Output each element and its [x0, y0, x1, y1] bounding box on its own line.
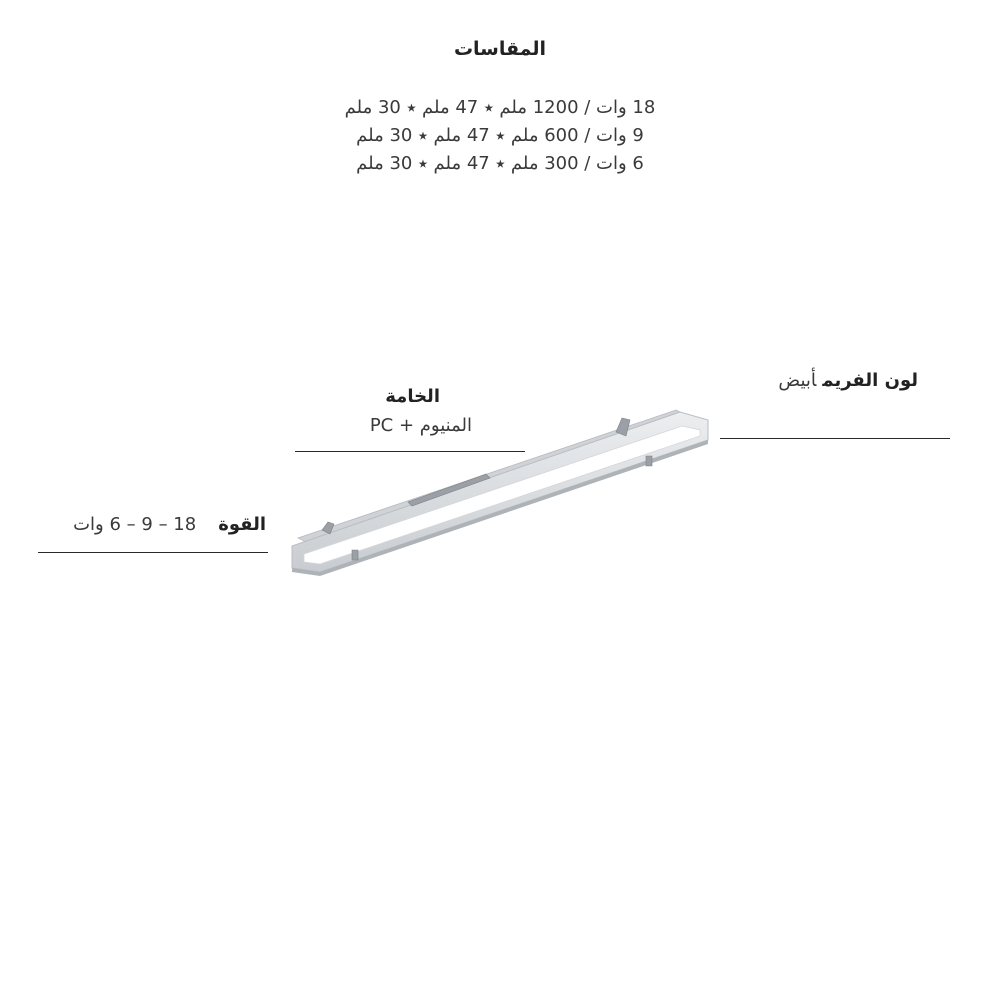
dimensions-list: [250, 94, 750, 178]
material-value: المنيوم + PC: [369, 415, 472, 436]
power-value: 18 – 9 – 6 وات: [73, 514, 197, 535]
frame-color-label: لون الفريم: [822, 370, 918, 391]
frame-color-value: أبيض: [778, 370, 817, 391]
power-spec: [30, 514, 266, 535]
dimension-line-18w: 18 وات / 1200 ملم ⭑ 47 ملم ⭑ 30 ملم: [344, 97, 656, 118]
fixture-diffuser: [304, 426, 700, 564]
power-underline: [38, 552, 268, 553]
dimension-line-6w: 6 وات / 300 ملم ⭑ 47 ملم ⭑ 30 ملم: [356, 153, 644, 174]
power-label: القوة: [218, 514, 266, 535]
frame-color-spec: [700, 370, 918, 391]
dimensions-title: المقاسات: [453, 38, 547, 60]
frame-color-underline: [720, 438, 950, 439]
dimension-line-9w: 9 وات / 600 ملم ⭑ 47 ملم ⭑ 30 ملم: [356, 125, 644, 146]
material-label: الخامة: [385, 386, 440, 407]
linear-led-recessed-light-icon: [280, 400, 720, 580]
